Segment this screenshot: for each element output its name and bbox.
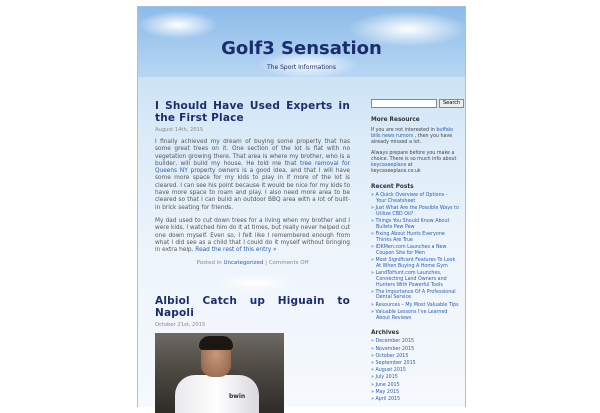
list-item: » A Quick Overview of Options - Your Cheatsheet bbox=[371, 193, 448, 204]
post-text: property owners is a good idea, and that I will have some more space for my kids to play in if more of the lot is cleared. I can see his point because it would be nice for my kids to have more space to roam and play. I also need more area to be cleared so that I can build an outdoor BBQ area with a lot of built-in brick seating for friends. bbox=[155, 168, 350, 211]
more-resource-text-1 bbox=[371, 128, 459, 146]
meta-separator: | bbox=[263, 260, 269, 267]
recent-post-link[interactable]: Resources – My Most Valuable Tips bbox=[375, 302, 459, 308]
list-item: » The Importance Of A Professional Dental Service bbox=[371, 289, 456, 301]
archive-link[interactable]: May 2015 bbox=[375, 389, 400, 395]
buffalo-bills-link[interactable]: buffalo bills news rumors bbox=[371, 128, 454, 139]
recent-post-link[interactable]: LandToHunt.com Launches, Connecting Land Owners and Hunters With Powerful Tools bbox=[375, 270, 447, 288]
shirt-shape bbox=[175, 375, 259, 413]
post-meta bbox=[155, 260, 350, 266]
list-item: » Valuable Lessons I've Learned About Reviews bbox=[371, 309, 448, 321]
recent-posts-list bbox=[371, 193, 459, 321]
search-form bbox=[371, 99, 459, 108]
post-text: I finally achieved my dream of buying some property that has some great trees on it. One section of the lot is flat with no vegetation growing there. That area is where my brother, who is a builder, will build my house. He told me that bbox=[155, 139, 350, 167]
archive-link[interactable]: August 2015 bbox=[375, 368, 406, 374]
hair-shape bbox=[199, 336, 233, 350]
archive-link[interactable]: June 2015 bbox=[375, 382, 400, 388]
list-item: » Most Significant Features To Look At When Buying A Home Gym bbox=[371, 257, 456, 269]
comments-status: Comments Off bbox=[268, 260, 309, 267]
sidebar-text: Always prepare before you make a choice. There is so much info about bbox=[371, 151, 457, 162]
recent-posts-heading: Recent Posts bbox=[371, 184, 414, 190]
list-item: » October 2015 bbox=[371, 353, 409, 359]
cloud-decoration bbox=[215, 272, 295, 294]
list-item: » Resources – My Most Valuable Tips bbox=[371, 302, 459, 308]
list-item: » Things You Should Know About Bullets Pew Pew bbox=[371, 218, 450, 230]
archive-link[interactable]: September 2015 bbox=[375, 361, 416, 367]
archives-list bbox=[371, 339, 459, 402]
post-link-tree-removal[interactable]: tree removal for Queens NY bbox=[155, 160, 350, 175]
archives-heading: Archives bbox=[371, 330, 400, 337]
archive-link[interactable]: July 2015 bbox=[375, 375, 398, 381]
recent-post-link[interactable]: Things You Should Know About Bullets Pew Pew bbox=[375, 218, 450, 230]
list-item: » Fixing About Hunts Everyone Thinks Are True bbox=[371, 231, 445, 243]
post-2 bbox=[155, 295, 350, 413]
sidebar-text: , then you have already missed a lot. bbox=[371, 134, 453, 145]
shirt-logo: bwin bbox=[229, 393, 246, 400]
search-button[interactable]: Search bbox=[439, 99, 464, 108]
blog-header bbox=[138, 7, 465, 77]
list-item: » November 2015 bbox=[371, 346, 415, 352]
recent-post-link[interactable]: Just What Are the Possible Ways to Utilize CBD Oil? bbox=[375, 205, 459, 217]
post-date: October 21st, 2015 bbox=[155, 322, 206, 328]
archive-link[interactable]: December 2015 bbox=[375, 339, 415, 345]
archive-link[interactable]: November 2015 bbox=[375, 346, 415, 352]
list-item: » April 2015 bbox=[371, 396, 401, 402]
sidebar-text: at keycaseeplace.co.uk bbox=[371, 163, 421, 174]
more-resource-text-2 bbox=[371, 151, 459, 175]
post-title[interactable]: Albiol Catch up Higuain to Napoli bbox=[155, 295, 350, 319]
post-title[interactable]: I Should Have Used Experts in the First Place bbox=[155, 100, 350, 124]
list-item: » May 2015 bbox=[371, 389, 400, 395]
more-resource-heading: More Resource bbox=[371, 117, 420, 123]
search-input[interactable] bbox=[371, 99, 437, 108]
blog-description: The Sport Informations bbox=[267, 64, 336, 71]
archive-link[interactable]: April 2015 bbox=[375, 396, 401, 402]
recent-post-link[interactable]: IDKMen.com Launches a New Coupon Site for Men bbox=[375, 244, 447, 256]
list-item: » IDKMen.com Launches a New Coupon Site for Men bbox=[371, 244, 447, 256]
list-item: » September 2015 bbox=[371, 361, 416, 367]
list-item: » July 2015 bbox=[371, 375, 398, 381]
post-1 bbox=[155, 100, 350, 266]
list-item: » Just What Are the Possible Ways to Utilize CBD Oil? bbox=[371, 205, 459, 217]
keycaseeplace-link[interactable]: keycaseeplace bbox=[371, 163, 407, 168]
list-item: » August 2015 bbox=[371, 368, 406, 374]
post-date: August 14th, 2015 bbox=[155, 127, 204, 133]
sidebar bbox=[371, 99, 459, 404]
recent-post-link[interactable]: A Quick Overview of Options - Your Cheatsheet bbox=[375, 193, 448, 204]
recent-post-link[interactable]: The Importance Of A Professional Dental Service bbox=[375, 289, 456, 301]
read-more-link[interactable]: Read the rest of this entry » bbox=[195, 247, 277, 254]
sidebar-text: If you are not interested in bbox=[371, 128, 437, 133]
meta-label: Posted in bbox=[196, 260, 224, 267]
archive-link[interactable]: October 2015 bbox=[375, 353, 409, 359]
list-item: » June 2015 bbox=[371, 382, 400, 388]
recent-post-link[interactable]: Valuable Lessons I've Learned About Reviews bbox=[375, 309, 448, 321]
list-item: » December 2015 bbox=[371, 339, 415, 345]
post-text: My dad used to cut down trees for a living when my brother and I were kids. I watched him do it at times, but really never helped cut one down myself. Even so, I felt like I remembered enough from what I did see as a child that I could do it myself without bringing in extra help. bbox=[155, 217, 350, 254]
blog-title[interactable]: Golf3 Sensation bbox=[221, 38, 382, 59]
list-item: » LandToHunt.com Launches, Connecting Land Owners and Hunters With Powerful Tools bbox=[371, 270, 447, 288]
recent-post-link[interactable]: Most Significant Features To Look At When Buying A Home Gym bbox=[375, 257, 456, 269]
recent-post-link[interactable]: Fixing About Hunts Everyone Thinks Are True bbox=[375, 231, 445, 243]
post-body bbox=[155, 139, 350, 254]
post-image-player[interactable] bbox=[155, 333, 284, 413]
category-link[interactable]: Uncategorized bbox=[223, 260, 264, 267]
